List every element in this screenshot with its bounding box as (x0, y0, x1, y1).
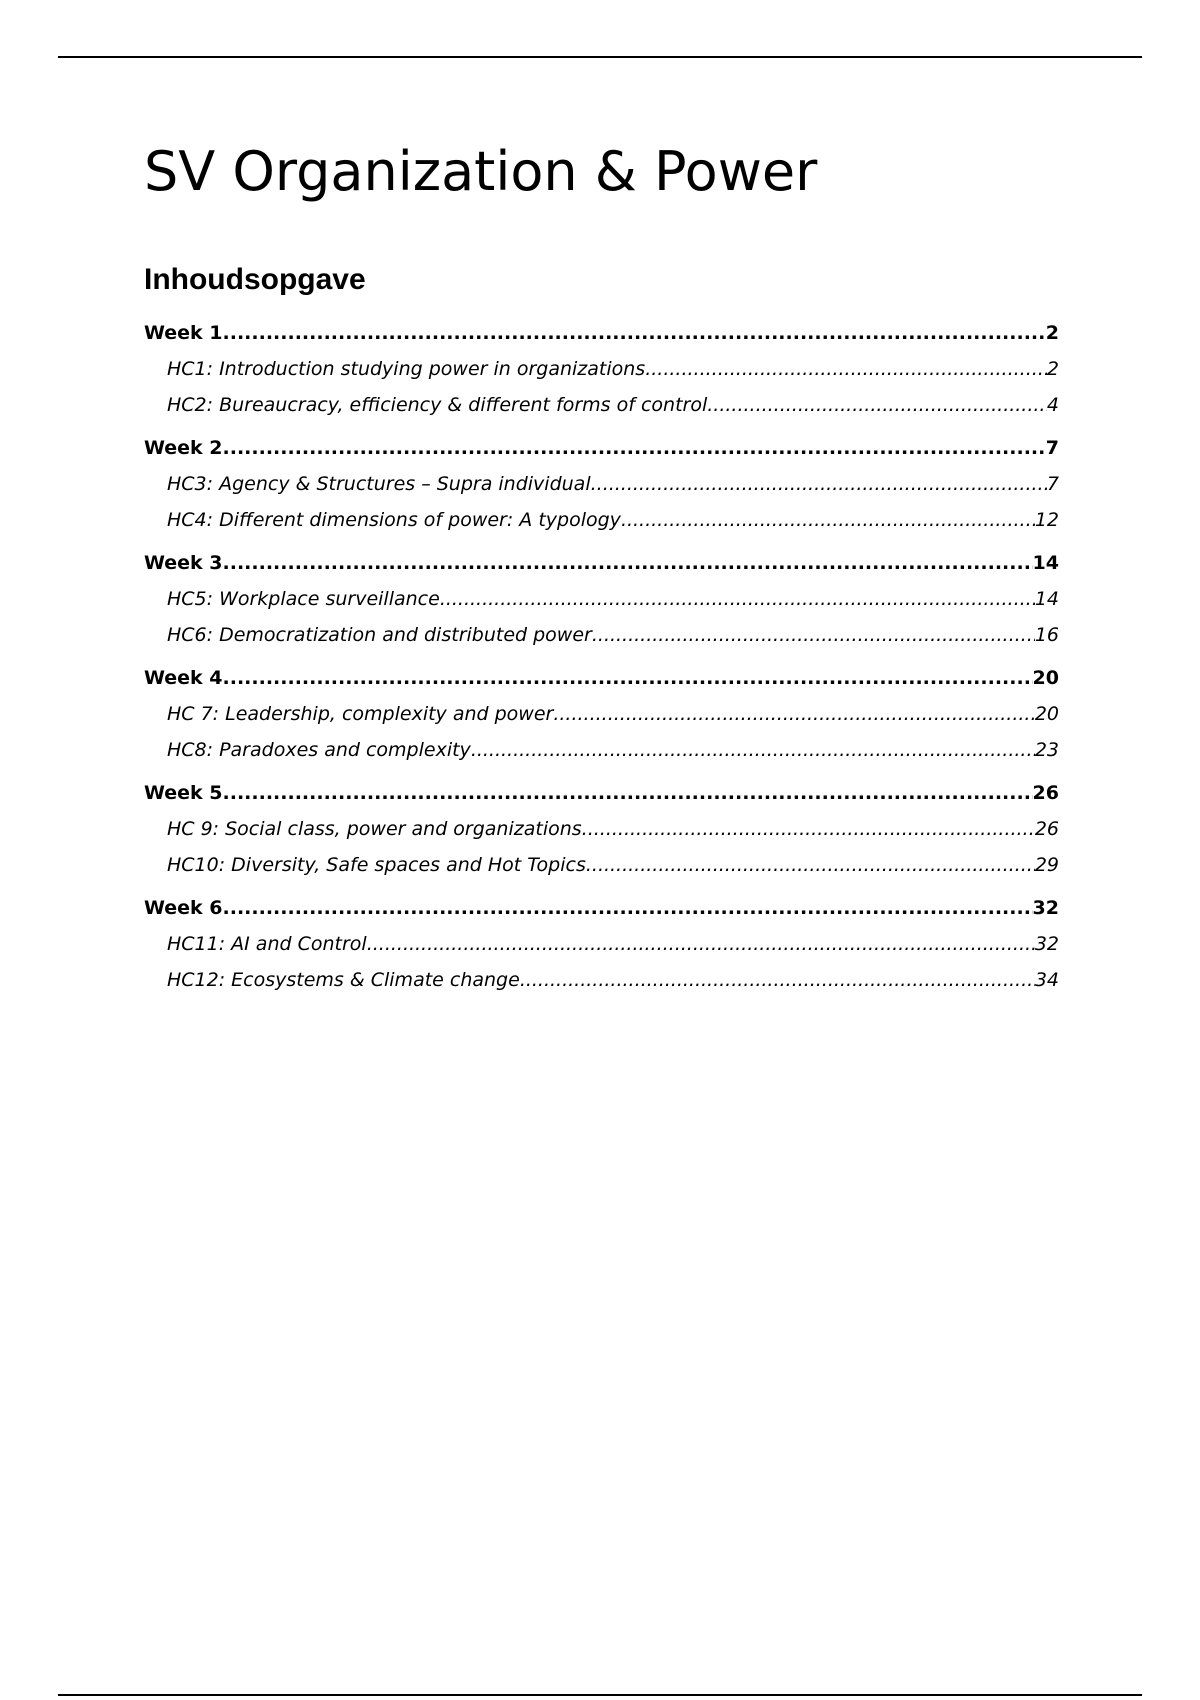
toc-entry-label: Week 3 (144, 552, 223, 574)
toc-entry-label: Week 1 (144, 322, 223, 344)
toc-entry-label: Week 4 (144, 667, 223, 689)
toc-week-5 (144, 780, 1059, 883)
toc-leader-dots (223, 665, 1033, 691)
toc-entry-lecture[interactable] (144, 732, 1059, 768)
header-rule (58, 56, 1142, 58)
toc-leader-dots (440, 581, 1035, 617)
toc-leader-dots (520, 962, 1035, 998)
toc-entry-week[interactable] (144, 895, 1059, 921)
toc-entry-week[interactable] (144, 780, 1059, 806)
toc-page-number: 16 (1034, 624, 1059, 646)
toc-page-number: 20 (1032, 667, 1059, 689)
toc-page-number: 23 (1034, 739, 1059, 761)
toc-leader-dots (223, 435, 1046, 461)
toc-page-number: 14 (1032, 552, 1059, 574)
toc-page-number: 26 (1034, 818, 1059, 840)
toc-entry-label: HC1: Introduction studying power in organizations (167, 358, 646, 380)
toc-leader-dots (223, 320, 1046, 346)
toc-page-number: 20 (1034, 703, 1059, 725)
toc-leader-dots (223, 895, 1033, 921)
toc-leader-dots (223, 780, 1033, 806)
toc-week-1 (144, 320, 1059, 423)
document-title: SV Organization & Power (144, 140, 818, 203)
toc-entry-lecture[interactable] (144, 466, 1059, 502)
toc-leader-dots (582, 811, 1035, 847)
toc-entry-label: HC11: AI and Control (167, 933, 367, 955)
toc-entry-label: HC5: Workplace surveillance (167, 588, 440, 610)
toc-page-number: 32 (1032, 897, 1059, 919)
toc-entry-label: HC12: Ecosystems & Climate change (167, 969, 520, 991)
toc-page-number: 2 (1045, 322, 1059, 344)
toc-page-number: 12 (1034, 509, 1059, 531)
toc-leader-dots (471, 732, 1035, 768)
toc-entry-label: Week 2 (144, 437, 223, 459)
toc-entry-lecture[interactable] (144, 351, 1059, 387)
table-of-contents (144, 320, 1059, 998)
toc-page-number: 26 (1032, 782, 1059, 804)
toc-page-number: 32 (1034, 933, 1059, 955)
toc-week-6 (144, 895, 1059, 998)
toc-page-number: 4 (1046, 394, 1059, 416)
footer-rule (58, 1694, 1142, 1696)
toc-entry-week[interactable] (144, 550, 1059, 576)
toc-entry-label: HC6: Democratization and distributed power (167, 624, 592, 646)
toc-leader-dots (586, 847, 1035, 883)
toc-page-number: 7 (1045, 437, 1059, 459)
toc-leader-dots (645, 351, 1047, 387)
toc-leader-dots (553, 696, 1034, 732)
toc-entry-lecture[interactable] (144, 962, 1059, 998)
toc-entry-lecture[interactable] (144, 502, 1059, 538)
toc-entry-label: Week 6 (144, 897, 223, 919)
toc-entry-lecture[interactable] (144, 696, 1059, 732)
toc-leader-dots (367, 926, 1035, 962)
toc-entry-label: HC10: Diversity, Safe spaces and Hot Topics (167, 854, 586, 876)
toc-entry-label: HC2: Bureaucracy, efficiency & different forms of control (167, 394, 708, 416)
toc-entry-lecture[interactable] (144, 811, 1059, 847)
toc-leader-dots (621, 502, 1035, 538)
toc-leader-dots (223, 550, 1033, 576)
toc-week-4 (144, 665, 1059, 768)
toc-page-number: 14 (1034, 588, 1059, 610)
toc-page-number: 7 (1046, 473, 1059, 495)
toc-heading: Inhoudsopgave (144, 263, 366, 296)
toc-entry-label: HC 9: Social class, power and organizations (167, 818, 582, 840)
toc-page-number: 34 (1034, 969, 1059, 991)
toc-week-3 (144, 550, 1059, 653)
toc-page-number: 2 (1046, 358, 1059, 380)
toc-leader-dots (591, 466, 1047, 502)
toc-entry-lecture[interactable] (144, 617, 1059, 653)
toc-week-2 (144, 435, 1059, 538)
toc-entry-week[interactable] (144, 435, 1059, 461)
toc-leader-dots (592, 617, 1035, 653)
toc-entry-week[interactable] (144, 665, 1059, 691)
toc-entry-label: HC3: Agency & Structures – Supra individual (167, 473, 591, 495)
toc-entry-label: HC8: Paradoxes and complexity (167, 739, 471, 761)
toc-entry-label: HC4: Different dimensions of power: A typology (167, 509, 621, 531)
toc-entry-lecture[interactable] (144, 581, 1059, 617)
toc-entry-lecture[interactable] (144, 926, 1059, 962)
toc-page-number: 29 (1034, 854, 1059, 876)
toc-entry-week[interactable] (144, 320, 1059, 346)
toc-leader-dots (707, 387, 1047, 423)
toc-entry-lecture[interactable] (144, 847, 1059, 883)
toc-entry-label: HC 7: Leadership, complexity and power (167, 703, 554, 725)
toc-entry-lecture[interactable] (144, 387, 1059, 423)
toc-entry-label: Week 5 (144, 782, 223, 804)
